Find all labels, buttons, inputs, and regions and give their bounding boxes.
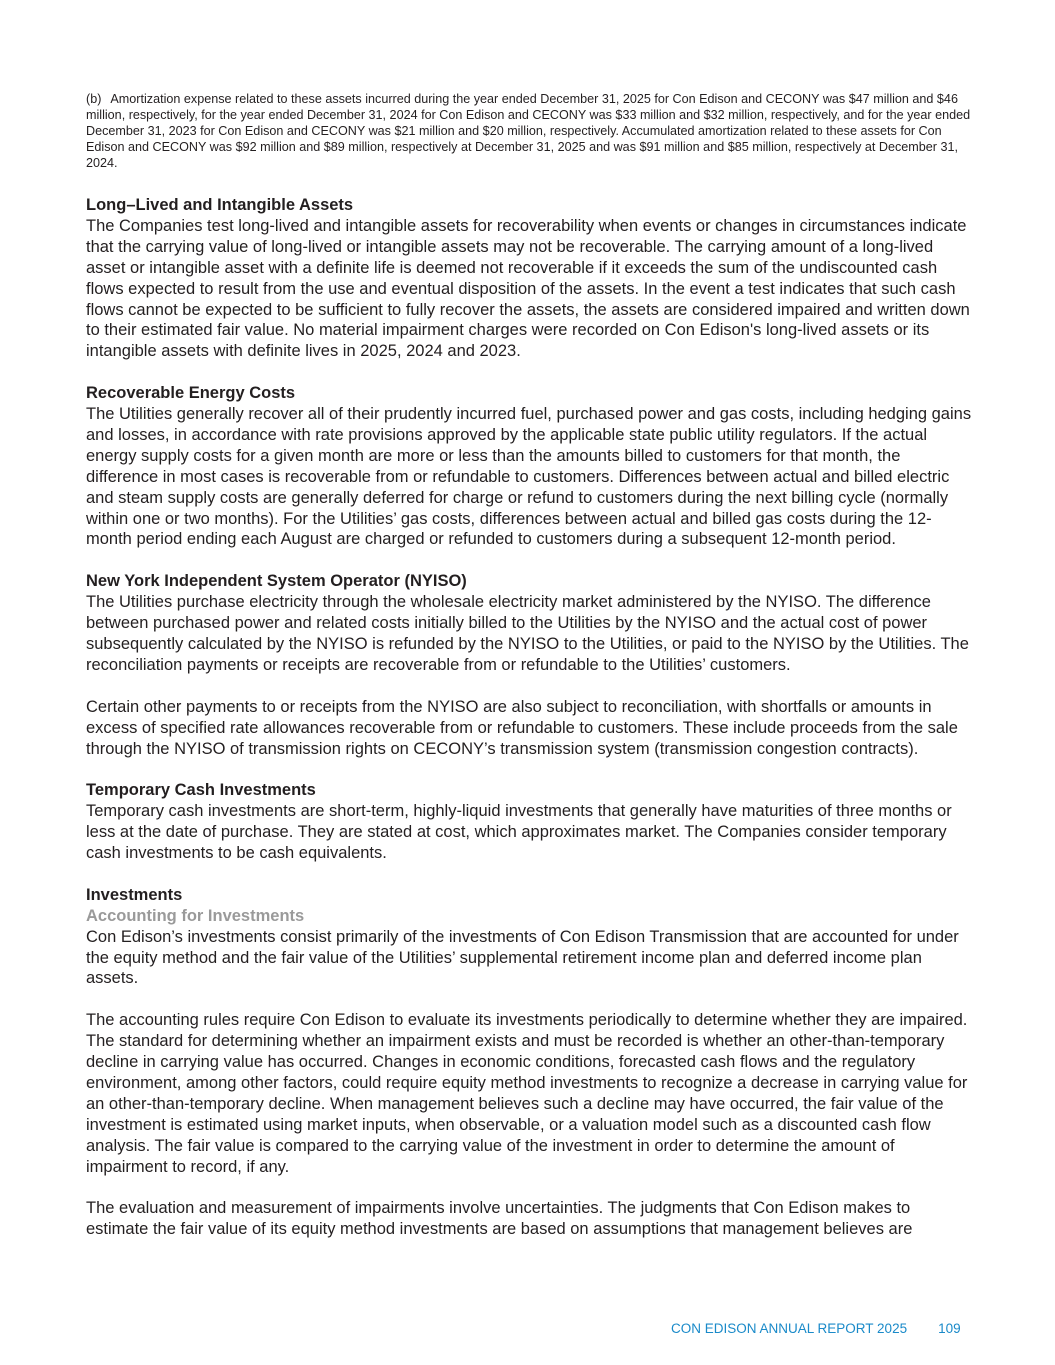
section-recoverable-energy-costs [86, 383, 974, 550]
section-heading: New York Independent System Operator (NYISO) [86, 572, 467, 591]
footnote-b [86, 91, 974, 171]
footer-report-title: CON EDISON ANNUAL REPORT 2025 [671, 1321, 908, 1336]
paragraph: The Utilities generally recover all of their prudently incurred fuel, purchased power and gas costs, including hedging gains and losses, in accordance with rate provisions approved by the applicable state public utility regulators. If the actual energy supply costs for a given month are more or less than the amounts billed to customers for that month, the difference in most cases is recoverable from or refundable to customers. Differences between actual and billed electric and steam supply costs are generally deferred for charge or refund to customers during the next billing cycle (normally within one or two months). For the Utilities’ gas costs, differences between actual and billed gas costs during the 12-month period ending each August are charged or refunded to customers during a subsequent 12-month period. [86, 405, 972, 549]
paragraph: Temporary cash investments are short-term, highly-liquid investments that generally have maturities of three months or less at the date of purchase. They are stated at cost, which approximates market. The Companies consider temporary cash investments to be cash equivalents. [86, 802, 952, 863]
section-heading: Recoverable Energy Costs [86, 384, 296, 403]
section-heading: Investments [86, 885, 183, 904]
page-content [86, 91, 974, 1261]
paragraph: Certain other payments to or receipts from the NYISO are also subject to reconciliation, with shortfalls or amounts in excess of specified rate allowances recoverable from or refundable to customers. These include proceeds from the sale through the NYISO of transmission rights on CECONY’s transmission system (transmission congestion contracts). [86, 697, 958, 758]
section-heading: Temporary Cash Investments [86, 781, 316, 800]
footnote-text: Amortization expense related to these assets incurred during the year ended December 31, 2025 for Con Edison and CECONY was $47 million and $46 million, respectively, for the year ended December 31, 2024 for Con Edison and CECONY was $33 million and $32 million, respectively, and for the year ended December 31, 2023 for Con Edison and CECONY was $21 million and $20 million, respectively. Accumulated amortization related to these assets for Con Edison and CECONY was $92 million and $89 million, respectively at December 31, 2025 and was $91 million and $85 million, respectively at December 31, 2024. [86, 92, 971, 170]
page-number: 109 [938, 1321, 961, 1336]
footnote-tag: (b) [86, 92, 102, 106]
paragraph: The accounting rules require Con Edison to evaluate its investments periodically to determine whether they are impaired. The standard for determining whether an impairment exists and must be recorded is whether an other-than-temporary decline in carrying value has occurred. Changes in economic conditions, forecasted cash flows and the regulatory environment, among other factors, could require equity method investments to recognize a decrease in carrying value for an other-than-temporary decline. When management believes such a decline may have occurred, the fair value of the investment is estimated using market inputs, when observable, or a valuation model such as a discounted cash flow analysis. The fair value is compared to the carrying value of the investment in order to determine the amount of impairment to record, if any. [86, 1011, 968, 1176]
page-footer [671, 1321, 961, 1336]
paragraph: The evaluation and measurement of impairments involve uncertainties. The judgments that Con Edison makes to estimate the fair value of its equity method investments are based on assumptions that management believes are [86, 1199, 913, 1239]
section-subheading: Accounting for Investments [86, 906, 305, 925]
paragraph: The Utilities purchase electricity through the wholesale electricity market administered by the NYISO. The difference between purchased power and related costs initially billed to the Utilities by the NYISO and the actual cost of power subsequently calculated by the NYISO is refunded by the NYISO to the Utilities, or paid to the NYISO by the Utilities. The reconciliation payments or receipts are recoverable from or refundable to the Utilities’ customers. [86, 593, 969, 674]
section-nyiso [86, 571, 974, 759]
section-long-lived-assets [86, 195, 974, 362]
paragraph: Con Edison’s investments consist primarily of the investments of Con Edison Transmission that are accounted for under the equity method and the fair value of the Utilities’ supplemental retirement income plan and deferred income plan assets. [86, 927, 959, 988]
section-heading: Long–Lived and Intangible Assets [86, 196, 354, 214]
paragraph: The Companies test long-lived and intangible assets for recoverability when events or changes in circumstances indicate that the carrying value of long-lived or intangible assets may not be recoverable. The carrying amount of a long-lived asset or intangible asset with a definite life is deemed not recoverable if it exceeds the sum of the undiscounted cash flows expected to result from the use and eventual disposition of the assets. In the event a test indicates that such cash flows cannot be expected to be sufficient to fully recover the assets, the assets are considered impaired and written down to their estimated fair value. No material impairment charges were recorded on Con Edison's long-lived assets or its intangible assets with definite lives in 2025, 2024 and 2023. [86, 216, 970, 361]
section-temporary-cash-investments [86, 780, 974, 864]
section-investments [86, 885, 974, 1240]
